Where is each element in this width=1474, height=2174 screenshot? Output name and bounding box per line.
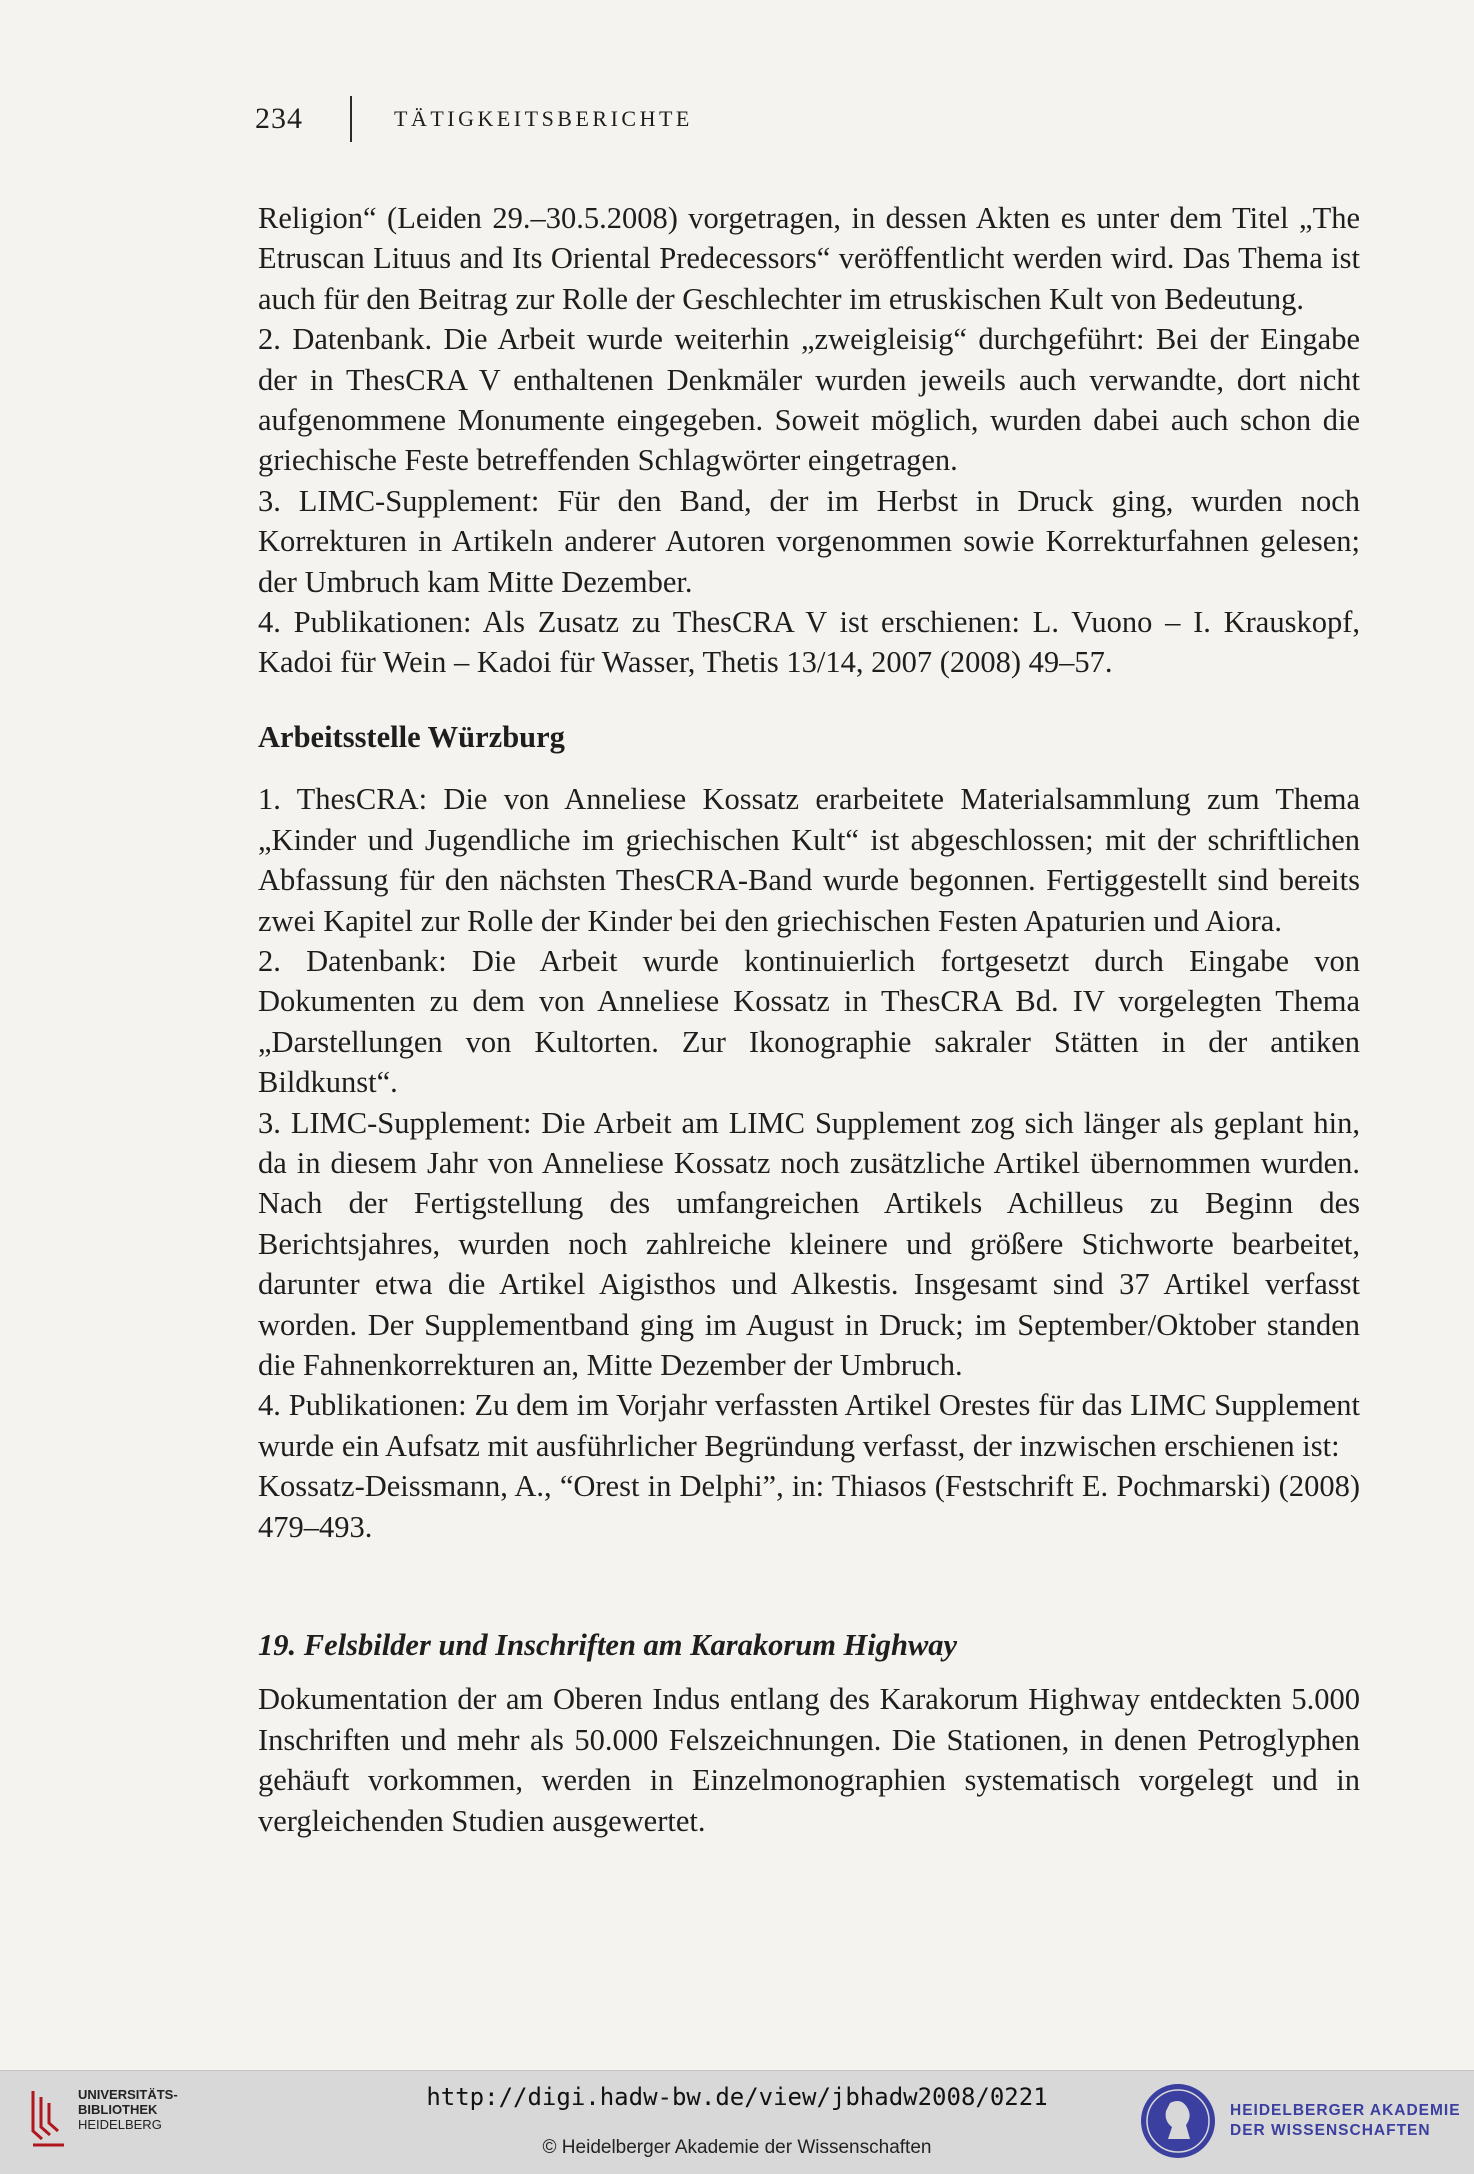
- paragraph: 2. Datenbank: Die Arbeit wurde kontinuierlich fortgesetzt durch Eingabe von Dokumenten zu dem von Anneliese Kossatz in ThesCRA Bd. IV vorgelegten Thema „Darstellungen von Kultorten. Zur Ikonographie sakraler Stätten in der antiken Bildkunst“.: [258, 943, 1360, 1100]
- copyright-notice: © Heidelberger Akademie der Wissenschaften: [542, 2137, 932, 2158]
- spacer: [258, 1665, 1360, 1679]
- paragraph: 3. LIMC-Supplement: Für den Band, der im Herbst in Druck ging, wurden noch Korrekturen in Artikeln anderer Autoren vorgenommen sowie Korrekturfahnen gelesen; der Umbruch kam Mitte Dezember.: [258, 483, 1360, 599]
- header-divider: [350, 96, 352, 142]
- hadw-logo-line: HEIDELBERGER AKADEMIE: [1230, 2102, 1461, 2119]
- paragraph: Religion“ (Leiden 29.–30.5.2008) vorgetragen, in dessen Akten es unter dem Titel „The Etruscan Lituus and Its Oriental Predecessors“ veröffentlicht werden wird. Das Thema ist auch für den Beitrag zur Rolle der Geschlechter im etruskischen Kult von Bedeutung.: [258, 201, 1360, 316]
- spacer: [258, 757, 1360, 779]
- paragraph: 4. Publikationen: Als Zusatz zu ThesCRA V ist erschienen: L. Vuono – I. Krauskopf, Kadoi für Wein – Kadoi für Wasser, Thetis 13/14, 2007 (2008) 49–57.: [258, 605, 1360, 680]
- paragraph: 1. ThesCRA: Die von Anneliese Kossatz erarbeitete Materialsammlung zum Thema „Kinder und Jugendliche im griechischen Kult“ ist abgeschlossen; mit der schriftlichen Abfassung für den nächsten ThesCRA-Band wurde begonnen. Fertiggestellt sind bereits zwei Kapitel zur Rolle der Kinder bei den griechischen Festen Apaturien und Aiora.: [258, 782, 1360, 938]
- spacer: [258, 683, 1360, 717]
- page-header: [255, 98, 693, 140]
- ub-logo-line: UNIVERSITÄTS-: [78, 2087, 178, 2102]
- footer-bar: [0, 2070, 1474, 2174]
- spacer: [258, 1547, 1360, 1625]
- body-text: [258, 198, 1360, 1841]
- page-number: 234: [255, 102, 303, 135]
- hadw-logo[interactable]: [1138, 2081, 1461, 2161]
- section-heading: 19. Felsbilder und Inschriften am Karakorum Highway: [258, 1628, 958, 1662]
- running-head: TÄTIGKEITSBERICHTE: [394, 106, 693, 131]
- permalink-url[interactable]: http://digi.hadw-bw.de/view/jbhadw2008/0221: [426, 2083, 1048, 2111]
- paragraph: Dokumentation der am Oberen Indus entlang des Karakorum Highway entdeckten 5.000 Inschriften und mehr als 50.000 Felszeichnungen. Die Stationen, in denen Petroglyphen gehäuft vorkommen, werden in Einzelmonographien systematisch vorgelegt und in vergleichenden Studien ausgewertet.: [258, 1682, 1360, 1838]
- paragraph: 4. Publikationen: Zu dem im Vorjahr verfassten Artikel Orestes für das LIMC Supplement wurde ein Aufsatz mit ausführlicher Begründung verfasst, der inzwischen erschienen ist:: [258, 1388, 1360, 1463]
- ub-logo-line: HEIDELBERG: [78, 2117, 162, 2132]
- paragraph: Kossatz-Deissmann, A., “Orest in Delphi”, in: Thiasos (Festschrift E. Pochmarski) (2008) 479–493.: [258, 1469, 1360, 1544]
- hadw-logo-line: DER WISSENSCHAFTEN: [1230, 2122, 1431, 2139]
- section-heading: Arbeitsstelle Würzburg: [258, 719, 565, 754]
- paragraph: 3. LIMC-Supplement: Die Arbeit am LIMC Supplement zog sich länger als geplant hin, da in diesem Jahr von Anneliese Kossatz noch zusätzliche Artikel übernommen wurden. Nach der Fertigstellung des umfangreichen Artikels Achilleus zu Beginn des Berichtsjahres, wurden noch zahlreiche kleinere und größere Stichworte bearbeitet, darunter etwa die Artikel Aigisthos und Alkestis. Insgesamt sind 37 Artikel verfasst worden. Der Supplementband ging im August in Druck; im September/Oktober standen die Fahnenkorrekturen an, Mitte Dezember der Umbruch.: [258, 1105, 1360, 1382]
- academy-seal-icon: [1138, 2081, 1218, 2161]
- ub-logo-line: BIBLIOTHEK: [78, 2102, 158, 2117]
- paragraph: 2. Datenbank. Die Arbeit wurde weiterhin „zweigleisig“ durchgeführt: Bei der Eingabe der in ThesCRA V enthaltenen Denkmäler wurden jeweils auch verwandte, dort nicht aufgenommene Monumente eingegeben. Soweit möglich, wurden dabei auch schon die griechische Feste betreffenden Schlagwörter eingetragen.: [258, 322, 1360, 478]
